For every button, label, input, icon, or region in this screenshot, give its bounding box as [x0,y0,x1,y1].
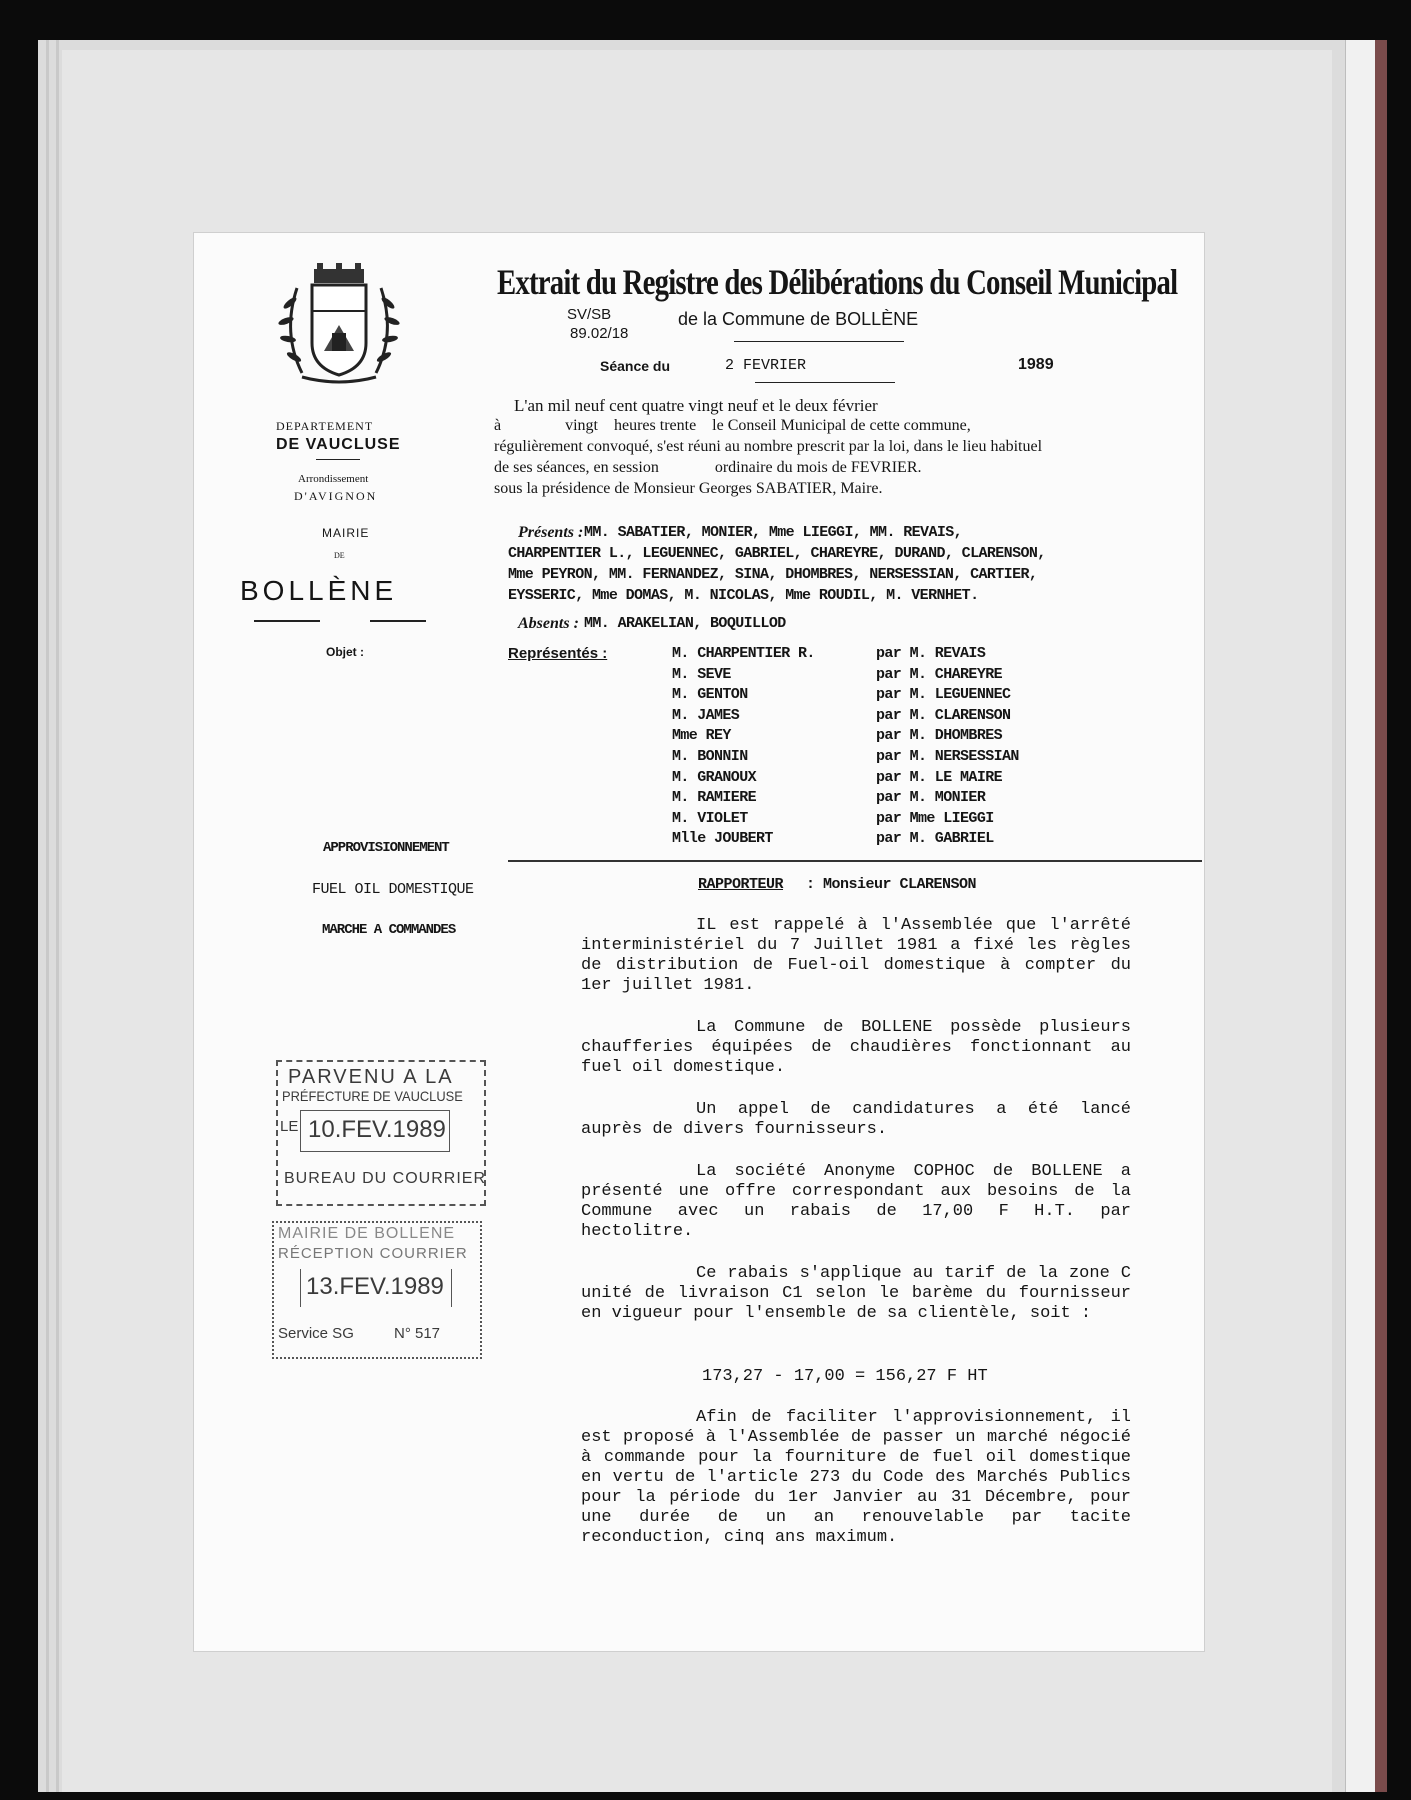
represented-member: M. JAMES [672,706,740,724]
calculation: 173,27 - 17,00 = 156,27 F HT [702,1367,988,1386]
objet-label: Objet : [326,645,364,659]
represented-member: Mlle JOUBERT [672,830,773,848]
objet-line: APPROVISIONNEMENT [323,840,449,856]
mairie-reception-stamp [272,1221,482,1359]
represented-member: M. SEVE [672,665,731,683]
body-paragraph [581,1264,1131,1324]
divider [734,341,904,342]
rapporteur-name: : Monsieur CLARENSON [806,876,977,893]
represented-member: Mme REY [672,727,731,745]
proxy-member: par M. NERSESSIAN [876,748,1019,765]
reference: SV/SB [567,306,612,323]
intro-line: régulièrement convoqué, s'est réuni au nombre prescrit par la loi, dans le lieu habituel [494,438,1043,455]
mairie-label: MAIRIE [322,526,370,540]
divider [316,459,360,460]
represented-member: M. GENTON [672,686,748,704]
document-sheet [194,233,1204,1651]
bollene-title: BOLLÈNE [240,575,398,606]
stamp-text: MAIRIE DE BOLLENE [278,1225,456,1242]
represented-member: M. CHARPENTIER R. [672,645,815,662]
stamp-date: 10.FEV.1989 [308,1116,446,1143]
vaucluse-label: DE VAUCLUSE [276,436,401,453]
body-paragraph [581,1408,1131,1548]
de-label: DE [334,551,345,560]
seance-label: Séance du [600,358,671,374]
absents-label: Absents : [518,615,579,632]
paragraph-text: La société Anonyme COPHOC de BOLLENE a présenté une offre correspondant aux besoins de la Commune avec un rabais de 17,00 F H.T. par hectolitre. [581,1162,1131,1241]
presents-line: MM. SABATIER, MONIER, Mme LIEGGI, MM. REVAIS, [584,524,963,541]
stamp-text: Service SG [278,1325,354,1342]
presents-label: Présents : [518,524,584,541]
body-paragraph [581,1100,1131,1140]
stamp-date: 13.FEV.1989 [306,1273,444,1300]
proxy-member: par Mme LIEGGI [876,809,994,827]
page-edge [46,40,49,1792]
proxy-member: par M. CHAREYRE [876,665,1003,683]
intro-line: à vingt heures trente le Conseil Municipal de cette commune, [494,417,971,434]
coat-of-arms-icon [272,263,406,387]
reference: 89.02/18 [570,325,629,342]
stamp-text: N° 517 [394,1325,441,1342]
proxy-member: par M. MONIER [876,789,986,807]
representes-label: Représentés : [508,645,608,662]
divider [755,382,895,383]
separator-line [508,860,1202,862]
stamp-text: PRÉFECTURE DE VAUCLUSE [282,1088,463,1104]
objet-line: MARCHE A COMMANDES [322,922,456,938]
absents-names: MM. ARAKELIAN, BOQUILLOD [584,615,786,632]
proxy-member: par M. GABRIEL [876,830,994,848]
seance-date: 2 FEVRIER [725,357,807,374]
next-page-edge [1345,40,1376,1792]
proxy-member: par M. REVAIS [876,645,986,662]
divider [370,620,426,622]
departement-label: DEPARTEMENT [276,419,374,433]
presents-line: Mme PEYRON, MM. FERNANDEZ, SINA, DHOMBRES, NERSESSIAN, CARTIER, [508,566,1038,583]
proxy-member: par M. LEGUENNEC [876,686,1011,704]
prefecture-stamp [276,1060,486,1206]
page-edge [56,40,59,1792]
proxy-member: par M. LE MAIRE [876,768,1003,786]
represented-member: M. GRANOUX [672,768,757,786]
proxy-member: par M. DHOMBRES [876,727,1003,745]
objet-line: FUEL OIL DOMESTIQUE [312,881,474,898]
divider [254,620,320,622]
intro-line: de ses séances, en session ordinaire du mois de FEVRIER. [494,459,922,476]
paragraph-text: IL est rappelé à l'Assemblée que l'arrêté interministériel du 7 Juillet 1981 a fixé les règles de distribution de Fuel-oil domestique à compter du 1er juillet 1981. [581,916,1131,995]
paragraph-text: La Commune de BOLLENE possède plusieurs chaufferies équipées de chaudières fonctionnant au fuel oil domestique. [581,1018,1131,1077]
stamp-text: LE [280,1118,299,1135]
paragraph-text: Ce rabais s'applique au tarif de la zone C unité de livraison C1 selon le barème du fournisseur en vigueur pour l'ensemble de sa clientèle, soit : [581,1264,1131,1323]
rapporteur-label: RAPPORTEUR [698,876,784,893]
seance-year: 1989 [1018,356,1054,373]
body-paragraph [581,1018,1131,1078]
paragraph-text: Afin de faciliter l'approvisionnement, il est proposé à l'Assemblée de passer un marché négocié à commande pour la fourniture de fuel oil domestique en vertu de l'article 273 du Code des Marchés Publics pour la période du 1er Janvier au 31 Décembre, pour une durée de un an renouvelable par tacite reconduction, cinq ans maximum. [581,1408,1131,1547]
document-title: Extrait du Registre des Délibérations du Conseil Municipal [497,262,1178,302]
body-paragraph [581,916,1131,996]
represented-member: M. BONNIN [672,748,748,765]
body-paragraph [581,1162,1131,1242]
intro-line: L'an mil neuf cent quatre vingt neuf et le deux février [514,396,878,415]
stamp-text: BUREAU DU COURRIER [284,1170,487,1187]
paragraph-text: Un appel de candidatures a été lancé auprès de divers fournisseurs. [581,1100,1131,1139]
represented-member: M. RAMIERE [672,789,757,807]
intro-line: sous la présidence de Monsieur Georges SABATIER, Maire. [494,480,883,497]
presents-line: CHARPENTIER L., LEGUENNEC, GABRIEL, CHAREYRE, DURAND, CLARENSON, [508,545,1046,562]
commune-label: de la Commune de BOLLÈNE [678,309,919,329]
stamp-text: RÉCEPTION COURRIER [278,1245,468,1262]
stamp-text: PARVENU A LA [288,1066,454,1088]
arrondissement-label: Arrondissement [298,473,369,485]
avignon-label: D'AVIGNON [294,489,378,503]
presents-line: EYSSERIC, Mme DOMAS, M. NICOLAS, Mme ROUDIL, M. VERNHET. [508,587,979,604]
binding-edge [1375,40,1387,1792]
proxy-member: par M. CLARENSON [876,706,1011,724]
represented-member: M. VIOLET [672,809,748,827]
